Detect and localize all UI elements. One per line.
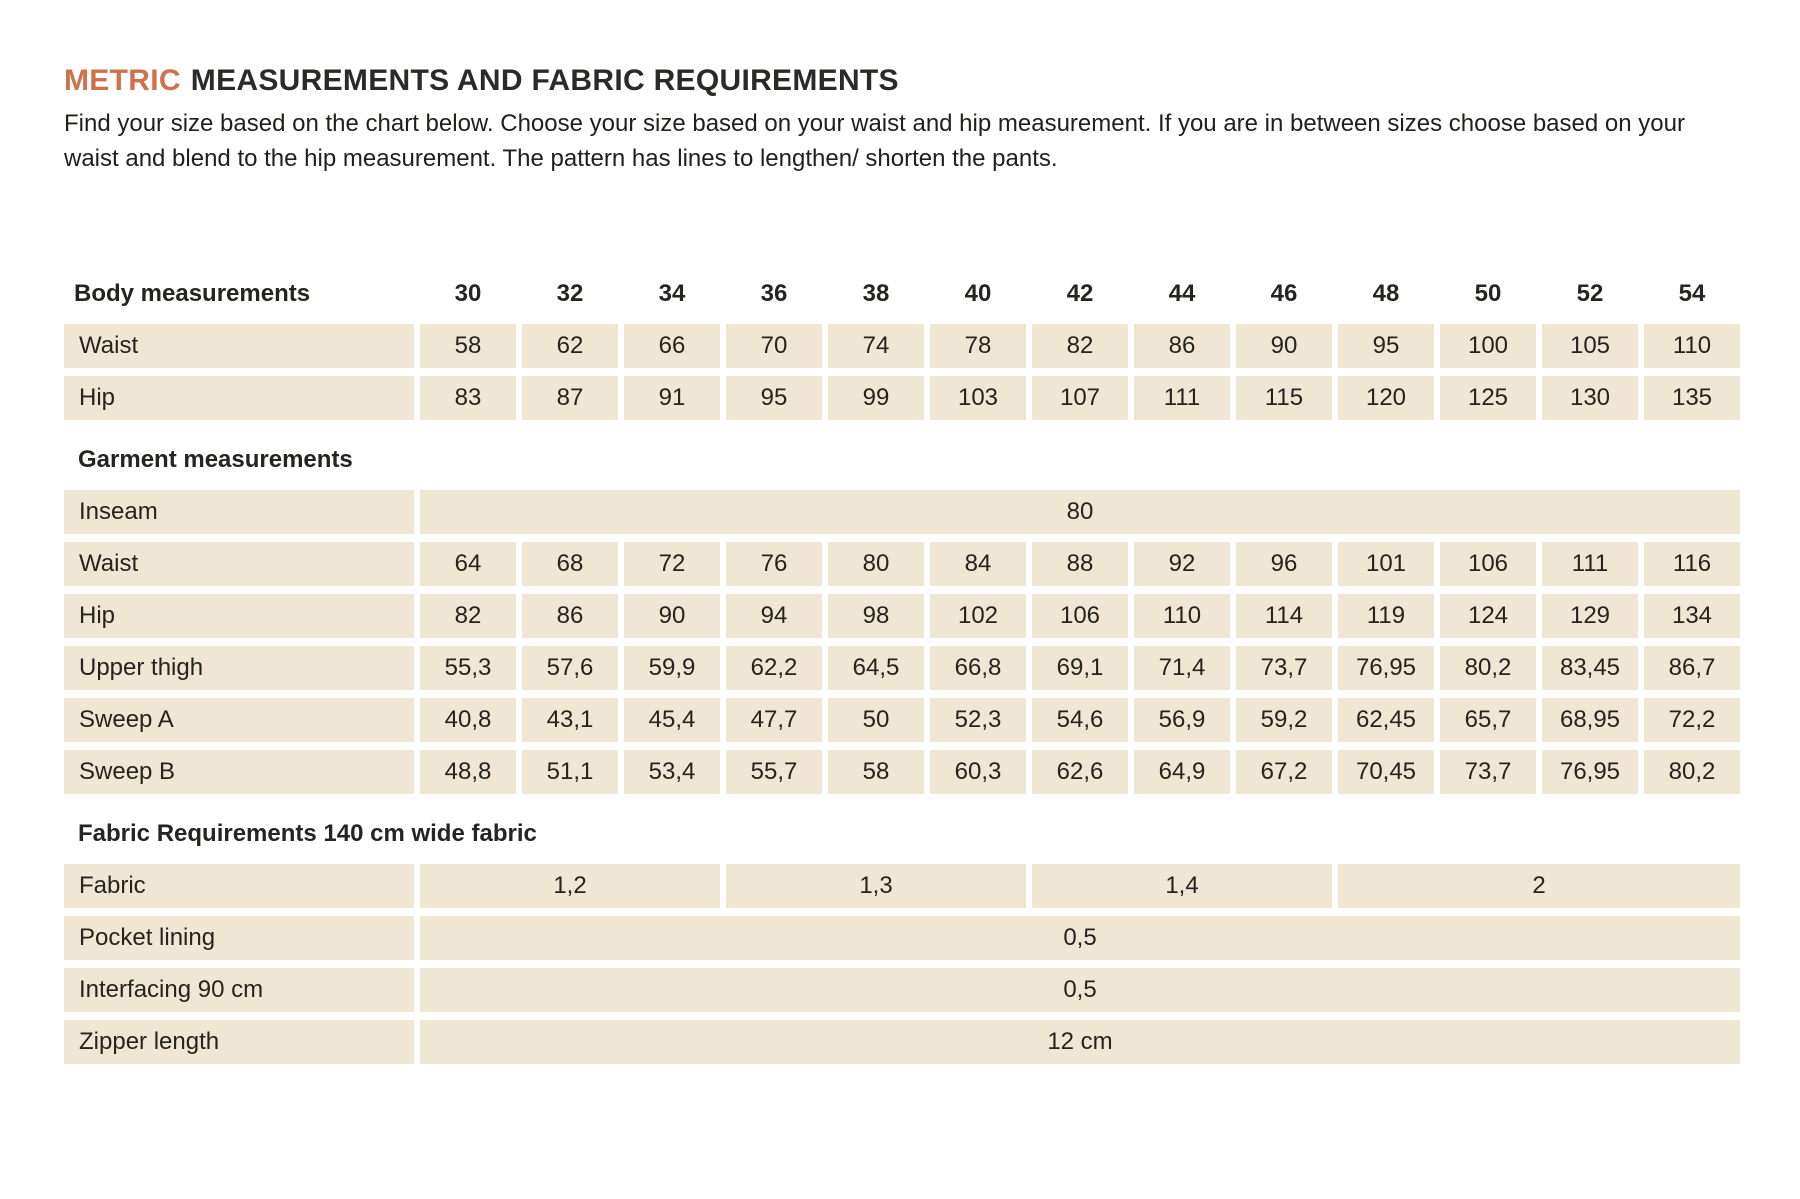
page-title-highlight: METRIC [64,64,181,97]
fabric-group-cell: 1,2 [420,864,720,908]
value-cell: 56,9 [1134,698,1230,742]
value-cell: 51,1 [522,750,618,794]
value-cell: 76 [726,542,822,586]
sweep-a-row [64,698,1740,742]
value-cell: 82 [1032,324,1128,368]
value-cell: 50 [828,698,924,742]
value-cell: 71,4 [1134,646,1230,690]
value-cell: 73,7 [1440,750,1536,794]
value-cell: 64 [420,542,516,586]
row-label: Zipper length [64,1020,414,1064]
value-cell: 62,45 [1338,698,1434,742]
value-cell: 86 [522,594,618,638]
value-cell: 83 [420,376,516,420]
value-cell: 83,45 [1542,646,1638,690]
value-cell: 70 [726,324,822,368]
row-label: Hip [64,376,414,420]
interfacing-row [64,968,1740,1012]
value-cell: 125 [1440,376,1536,420]
value-cell: 111 [1134,376,1230,420]
value-cell: 74 [828,324,924,368]
value-cell: 45,4 [624,698,720,742]
value-cell: 54,6 [1032,698,1128,742]
fabric-group-cell: 1,4 [1032,864,1332,908]
value-cell: 48,8 [420,750,516,794]
value-cell: 119 [1338,594,1434,638]
size-header-cell: 54 [1644,272,1740,316]
value-cell: 110 [1134,594,1230,638]
pocket-lining-row [64,916,1740,960]
value-cell: 80 [828,542,924,586]
value-cell: 76,95 [1542,750,1638,794]
value-cell: 99 [828,376,924,420]
value-cell: 72,2 [1644,698,1740,742]
body-measurements-header: Body measurements [64,272,414,316]
value-cell: 94 [726,594,822,638]
size-header-cell: 42 [1032,272,1128,316]
row-label: Inseam [64,490,414,534]
value-cell: 80,2 [1440,646,1536,690]
value-cell: 73,7 [1236,646,1332,690]
row-label: Waist [64,324,414,368]
row-label: Fabric [64,864,414,908]
page-title-rest: MEASUREMENTS AND FABRIC REQUIREMENTS [190,64,899,97]
value-cell: 62,2 [726,646,822,690]
value-cell: 106 [1032,594,1128,638]
value-cell: 47,7 [726,698,822,742]
fabric-row [64,864,1740,908]
value-cell: 90 [624,594,720,638]
merged-value-cell: 80 [420,490,1740,534]
value-cell: 86,7 [1644,646,1740,690]
size-header-cell: 44 [1134,272,1230,316]
size-header-cell: 40 [930,272,1026,316]
value-cell: 91 [624,376,720,420]
size-header-cell: 36 [726,272,822,316]
value-cell: 78 [930,324,1026,368]
value-cell: 105 [1542,324,1638,368]
value-cell: 82 [420,594,516,638]
value-cell: 134 [1644,594,1740,638]
value-cell: 124 [1440,594,1536,638]
value-cell: 40,8 [420,698,516,742]
size-header-cell: 32 [522,272,618,316]
value-cell: 68 [522,542,618,586]
row-label: Hip [64,594,414,638]
garment-section-label: Garment measurements [64,428,1740,482]
size-header-cell: 34 [624,272,720,316]
value-cell: 52,3 [930,698,1026,742]
value-cell: 102 [930,594,1026,638]
value-cell: 115 [1236,376,1332,420]
body-waist-row [64,324,1740,368]
value-cell: 92 [1134,542,1230,586]
value-cell: 87 [522,376,618,420]
value-cell: 90 [1236,324,1332,368]
value-cell: 70,45 [1338,750,1434,794]
fabric-section-row [64,802,1740,856]
value-cell: 120 [1338,376,1434,420]
value-cell: 101 [1338,542,1434,586]
intro-text: Find your size based on the chart below. Choose your size based on your waist and hip measurement. If you are in between sizes choose based on your waist and blend to the hip measurement. The pattern has lines to lengthen/ shorten the pants. [64,110,1685,173]
value-cell: 116 [1644,542,1740,586]
value-cell: 67,2 [1236,750,1332,794]
value-cell: 129 [1542,594,1638,638]
value-cell: 55,7 [726,750,822,794]
value-cell: 55,3 [420,646,516,690]
size-header-cell: 30 [420,272,516,316]
value-cell: 64,5 [828,646,924,690]
row-label: Interfacing 90 cm [64,968,414,1012]
value-cell: 76,95 [1338,646,1434,690]
value-cell: 62 [522,324,618,368]
value-cell: 107 [1032,376,1128,420]
value-cell: 135 [1644,376,1740,420]
inseam-row [64,490,1740,534]
value-cell: 86 [1134,324,1230,368]
value-cell: 65,7 [1440,698,1536,742]
value-cell: 96 [1236,542,1332,586]
value-cell: 59,9 [624,646,720,690]
value-cell: 72 [624,542,720,586]
merged-value-cell: 0,5 [420,968,1740,1012]
value-cell: 43,1 [522,698,618,742]
value-cell: 58 [420,324,516,368]
size-header-cell: 38 [828,272,924,316]
value-cell: 95 [726,376,822,420]
row-label: Sweep A [64,698,414,742]
value-cell: 53,4 [624,750,720,794]
value-cell: 103 [930,376,1026,420]
value-cell: 62,6 [1032,750,1128,794]
merged-value-cell: 12 cm [420,1020,1740,1064]
value-cell: 68,95 [1542,698,1638,742]
value-cell: 69,1 [1032,646,1128,690]
value-cell: 130 [1542,376,1638,420]
size-header-cell: 52 [1542,272,1638,316]
value-cell: 60,3 [930,750,1026,794]
size-header-cell: 46 [1236,272,1332,316]
size-chart-table [58,264,1746,1072]
upper-thigh-row [64,646,1740,690]
value-cell: 95 [1338,324,1434,368]
value-cell: 100 [1440,324,1536,368]
value-cell: 114 [1236,594,1332,638]
value-cell: 88 [1032,542,1128,586]
fabric-group-cell: 2 [1338,864,1740,908]
page-title [64,64,1744,98]
fabric-group-cell: 1,3 [726,864,1026,908]
value-cell: 98 [828,594,924,638]
value-cell: 58 [828,750,924,794]
value-cell: 59,2 [1236,698,1332,742]
size-header-cell: 48 [1338,272,1434,316]
value-cell: 66 [624,324,720,368]
value-cell: 84 [930,542,1026,586]
body-hip-row [64,376,1740,420]
value-cell: 106 [1440,542,1536,586]
fabric-section-label: Fabric Requirements 140 cm wide fabric [64,802,1740,856]
value-cell: 111 [1542,542,1638,586]
value-cell: 110 [1644,324,1740,368]
sweep-b-row [64,750,1740,794]
value-cell: 64,9 [1134,750,1230,794]
size-header-cell: 50 [1440,272,1536,316]
size-header-row [64,272,1740,316]
value-cell: 80,2 [1644,750,1740,794]
garment-hip-row [64,594,1740,638]
garment-waist-row [64,542,1740,586]
row-label: Pocket lining [64,916,414,960]
row-label: Waist [64,542,414,586]
garment-section-row [64,428,1740,482]
value-cell: 57,6 [522,646,618,690]
merged-value-cell: 0,5 [420,916,1740,960]
row-label: Sweep B [64,750,414,794]
zipper-length-row [64,1020,1740,1064]
row-label: Upper thigh [64,646,414,690]
value-cell: 66,8 [930,646,1026,690]
